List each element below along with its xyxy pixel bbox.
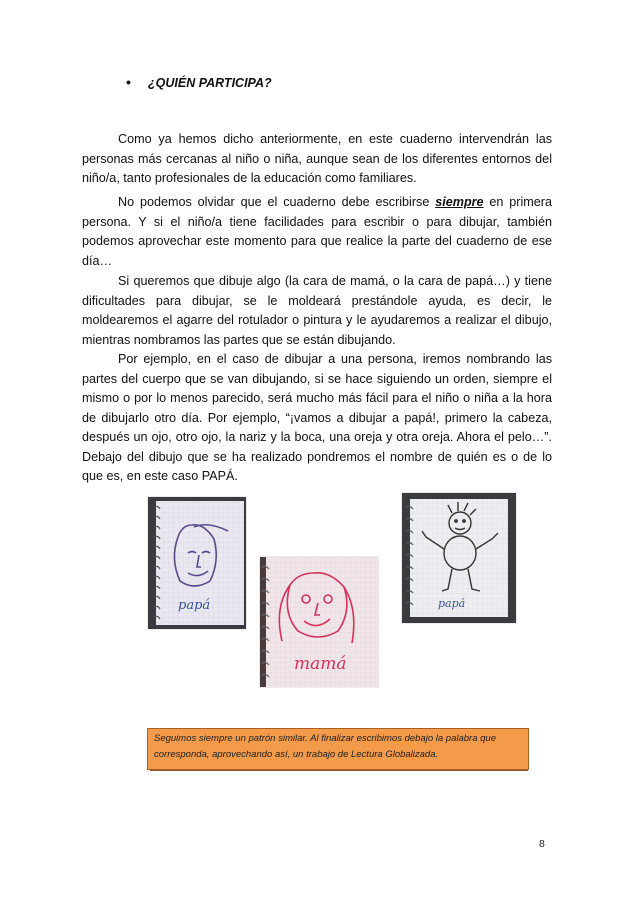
page-number: 8 bbox=[539, 838, 545, 850]
emphasis-siempre: siempre bbox=[435, 195, 484, 209]
paragraph-1: Como ya hemos dicho anteriormente, en este cuaderno intervendrán las personas más cercanas al niño o niña, aunque sean de los diferentes entornos del niño/a, tanto profesionales de la educación como familiares. bbox=[82, 132, 552, 185]
drawing-photo-papa-body bbox=[402, 493, 516, 623]
drawing-photo-papa-face bbox=[148, 497, 246, 629]
caption-box bbox=[147, 728, 527, 770]
bullet-icon: • bbox=[126, 74, 131, 90]
paragraph-4: Por ejemplo, en el caso de dibujar a una persona, iremos nombrando las partes del cuerpo que se van dibujando, si se hace siguiendo un orden, siempre el mismo o por lo menos parecido, será mucho más fácil para el niño o niña a la hora de dibujarlo otro día. Por ejemplo, “¡vamos a dibujar a papá!, primero la cabeza, después un ojo, otro ojo, la nariz y la boca, una oreja y otra oreja. Ahora el pelo…”. Debajo del dibujo que se ha realizado pondremos el nombre de quién es o de lo que es, en este caso PAPÁ. bbox=[82, 352, 552, 483]
photo2-word: mamá bbox=[294, 654, 347, 674]
caption-text: Seguimos siempre un patrón similar. Al finalizar escribimos debajo la palabra que corresponda, aprovechando así, un trabajo de Lectura Globalizada. bbox=[147, 728, 529, 770]
section-title: ¿QUIÉN PARTICIPA? bbox=[148, 76, 272, 90]
photo1-word: papá bbox=[178, 598, 211, 613]
paragraph-3: Si queremos que dibuje algo (la cara de mamá, o la cara de papá…) y tiene dificultades para dibujar, se le moldeará prestándole ayuda, es decir, le moldearemos el agarre del rotulador o pintura y le ayudaremos a realizar el dibujo, mientras nombramos las partes que se están dibujando. bbox=[82, 274, 552, 347]
paragraph-2: No podemos olvidar que el cuaderno debe escribirse siempre en primera persona. Y si el niño/a tiene facilidades para escribir o para dibujar, también podemos aprovechar este momento para que realice la parte del cuaderno de ese día… bbox=[82, 195, 552, 268]
photo3-word: papá bbox=[438, 597, 466, 610]
drawing-photo-mama-face bbox=[260, 557, 378, 687]
